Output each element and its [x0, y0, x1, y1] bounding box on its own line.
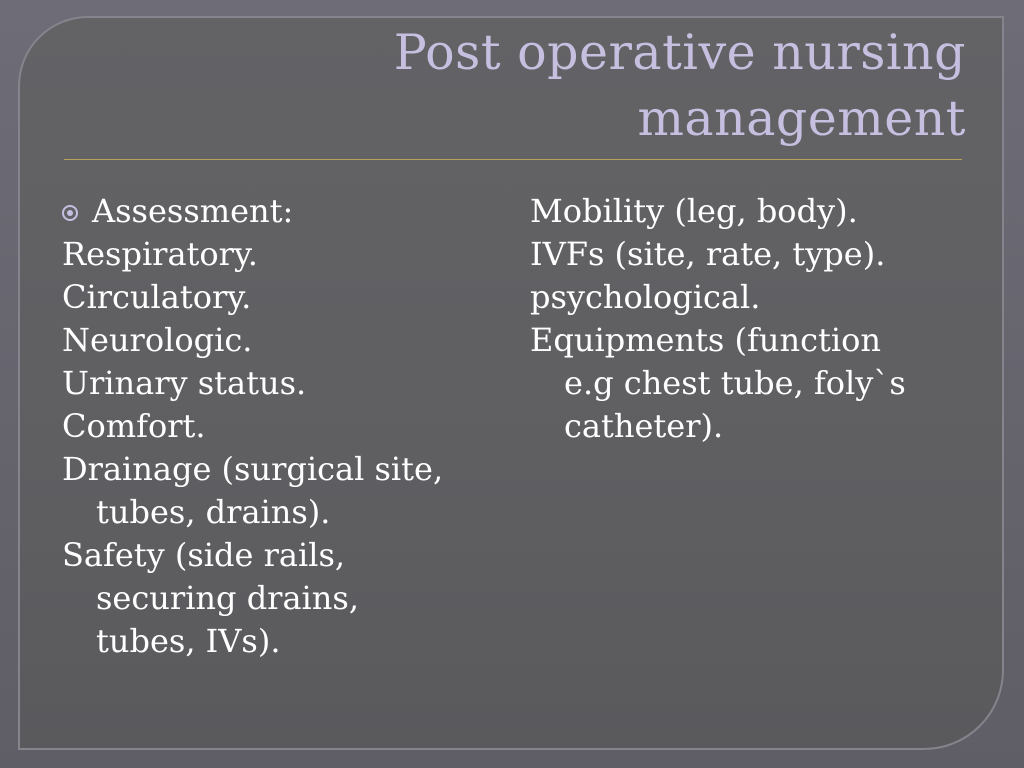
list-item-continuation: catheter). — [564, 407, 724, 445]
list-item: Comfort. — [62, 407, 206, 445]
list-item: Circulatory. — [62, 278, 252, 316]
list-item: Drainage (surgical site, — [62, 450, 444, 488]
title-divider — [64, 159, 962, 160]
title-line-2: management — [637, 90, 966, 147]
list-item: Mobility (leg, body). — [530, 192, 858, 230]
title-line-1: Post operative nursing — [393, 24, 966, 81]
list-item: Safety (side rails, — [62, 536, 346, 574]
list-item-continuation: securing drains, — [96, 579, 359, 617]
bullet-heading: Assessment: — [92, 192, 294, 230]
list-item: Respiratory. — [62, 235, 258, 273]
list-item: IVFs (site, rate, type). — [530, 235, 886, 273]
list-item-continuation: e.g chest tube, foly`s — [564, 364, 906, 402]
list-item: psychological. — [530, 278, 761, 316]
slide-title — [266, 20, 966, 152]
circle-bullet-icon — [62, 205, 78, 221]
right-column — [530, 190, 970, 448]
left-column — [62, 190, 502, 663]
list-item: Urinary status. — [62, 364, 307, 402]
list-item: Equipments (function — [530, 321, 881, 359]
bullet-item-assessment — [62, 190, 502, 233]
list-item-continuation: tubes, IVs). — [96, 622, 281, 660]
list-item: Neurologic. — [62, 321, 253, 359]
list-item-continuation: tubes, drains). — [96, 493, 331, 531]
